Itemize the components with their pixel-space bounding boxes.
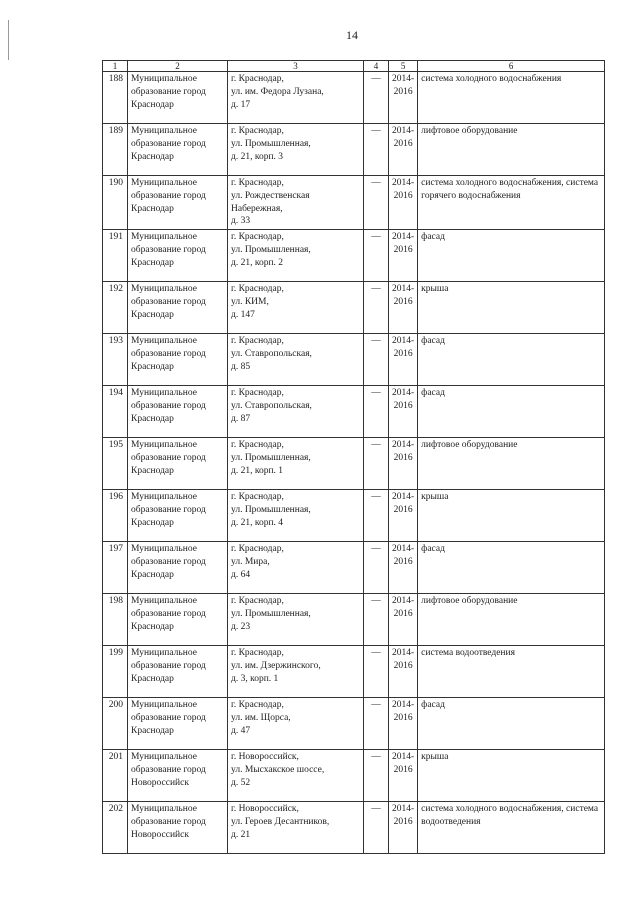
dash-cell: — <box>364 282 389 334</box>
table-body <box>103 72 605 854</box>
work-type-cell: лифтовое оборудование <box>418 438 605 490</box>
period-cell <box>389 750 418 802</box>
table-row <box>103 176 605 230</box>
address-cell <box>228 438 364 490</box>
address-cell <box>228 72 364 124</box>
table-row <box>103 124 605 176</box>
period-cell <box>389 230 418 282</box>
address-line: ул. Промышленная, <box>231 245 311 256</box>
period-line: 2014- <box>392 232 415 243</box>
period-line: 2016 <box>393 138 413 149</box>
dash-cell: — <box>364 802 389 854</box>
dash-cell: — <box>364 72 389 124</box>
address-line: д. 87 <box>231 413 251 424</box>
period-line: 2016 <box>393 297 413 308</box>
address-line: д. 21, корп. 4 <box>231 517 284 528</box>
dash-cell: — <box>364 490 389 542</box>
address-line: д. 33 <box>231 216 251 227</box>
entity-cell: Муниципальное образование город Краснодар <box>128 386 228 438</box>
period-line: 2014- <box>392 752 415 763</box>
address-cell <box>228 698 364 750</box>
period-line: 2016 <box>393 557 413 568</box>
column-header: 4 <box>364 61 389 72</box>
address-line: ул. Рождественская Набережная, <box>231 190 310 214</box>
period-line: 2014- <box>392 74 415 84</box>
address-line: д. 21, корп. 3 <box>231 151 284 162</box>
address-line: г. Краснодар, <box>231 700 284 711</box>
period-line: 2014- <box>392 492 415 503</box>
address-cell <box>228 386 364 438</box>
address-line: ул. Промышленная, <box>231 138 311 149</box>
dash-cell: — <box>364 594 389 646</box>
period-cell <box>389 386 418 438</box>
period-line: 2014- <box>392 440 415 451</box>
row-number-cell: 193 <box>103 334 128 386</box>
address-line: ул. КИМ, <box>231 297 269 308</box>
dash-cell: — <box>364 698 389 750</box>
address-line: г. Краснодар, <box>231 336 284 347</box>
work-type-cell: система холодного водоснабжения <box>418 72 605 124</box>
row-number-cell: 199 <box>103 646 128 698</box>
period-cell <box>389 176 418 230</box>
address-line: ул. им. Федора Лузана, <box>231 86 324 97</box>
work-type-cell: система водоотведения <box>418 646 605 698</box>
period-line: 2016 <box>393 661 413 672</box>
address-line: д. 64 <box>231 569 251 580</box>
address-line: г. Краснодар, <box>231 544 284 555</box>
dash-cell: — <box>364 176 389 230</box>
column-header: 2 <box>128 61 228 72</box>
period-cell <box>389 594 418 646</box>
work-type-cell: лифтовое оборудование <box>418 594 605 646</box>
work-type-cell: система холодного водоснабжения, система водоотведения <box>418 802 605 854</box>
row-number-cell: 189 <box>103 124 128 176</box>
entity-cell: Муниципальное образование город Краснодар <box>128 646 228 698</box>
work-type-cell: фасад <box>418 542 605 594</box>
period-cell <box>389 438 418 490</box>
address-cell <box>228 124 364 176</box>
entity-cell: Муниципальное образование город Краснодар <box>128 594 228 646</box>
entity-cell: Муниципальное образование город Новороссийск <box>128 750 228 802</box>
period-line: 2016 <box>393 453 413 464</box>
address-line: ул. Ставропольская, <box>231 401 312 412</box>
entity-cell: Муниципальное образование город Краснодар <box>128 438 228 490</box>
work-type-cell: фасад <box>418 386 605 438</box>
address-line: ул. Героев Десантников, <box>231 817 330 828</box>
address-line: г. Краснодар, <box>231 232 284 243</box>
address-line: ул. Промышленная, <box>231 609 311 620</box>
period-line: 2014- <box>392 596 415 607</box>
dash-cell: — <box>364 646 389 698</box>
address-line: г. Краснодар, <box>231 492 284 503</box>
address-cell <box>228 542 364 594</box>
scan-edge-mark <box>8 20 9 60</box>
row-number-cell: 191 <box>103 230 128 282</box>
entity-cell: Муниципальное образование город Краснодар <box>128 282 228 334</box>
period-cell <box>389 334 418 386</box>
row-number-cell: 200 <box>103 698 128 750</box>
dash-cell: — <box>364 542 389 594</box>
row-number-cell: 195 <box>103 438 128 490</box>
work-type-cell: крыша <box>418 750 605 802</box>
address-cell <box>228 334 364 386</box>
period-line: 2016 <box>393 817 413 828</box>
period-line: 2016 <box>393 349 413 360</box>
row-number-cell: 188 <box>103 72 128 124</box>
table-row <box>103 802 605 854</box>
period-line: 2014- <box>392 544 415 555</box>
row-number-cell: 201 <box>103 750 128 802</box>
address-cell <box>228 802 364 854</box>
period-cell <box>389 802 418 854</box>
address-line: г. Краснодар, <box>231 596 284 607</box>
period-line: 2016 <box>393 713 413 724</box>
period-cell <box>389 646 418 698</box>
period-line: 2016 <box>393 401 413 412</box>
dash-cell: — <box>364 124 389 176</box>
dash-cell: — <box>364 386 389 438</box>
work-type-cell: крыша <box>418 490 605 542</box>
entity-cell: Муниципальное образование город Краснодар <box>128 124 228 176</box>
table-row <box>103 72 605 124</box>
repair-schedule-table <box>102 60 605 854</box>
address-line: д. 17 <box>231 99 251 110</box>
address-line: г. Краснодар, <box>231 74 284 84</box>
entity-cell: Муниципальное образование город Краснодар <box>128 176 228 230</box>
period-cell <box>389 282 418 334</box>
period-line: 2016 <box>393 86 413 97</box>
entity-cell: Муниципальное образование город Краснодар <box>128 230 228 282</box>
entity-cell: Муниципальное образование город Краснодар <box>128 72 228 124</box>
address-line: д. 47 <box>231 725 251 736</box>
row-number-cell: 198 <box>103 594 128 646</box>
period-line: 2014- <box>392 648 415 659</box>
column-header: 3 <box>228 61 364 72</box>
row-number-cell: 196 <box>103 490 128 542</box>
table-row <box>103 438 605 490</box>
address-line: ул. Ставропольская, <box>231 349 312 360</box>
address-cell <box>228 282 364 334</box>
table-row <box>103 698 605 750</box>
period-line: 2014- <box>392 388 415 399</box>
address-line: г. Краснодар, <box>231 178 284 188</box>
address-cell <box>228 490 364 542</box>
row-number-cell: 194 <box>103 386 128 438</box>
column-header: 5 <box>389 61 418 72</box>
period-cell <box>389 124 418 176</box>
address-line: г. Краснодар, <box>231 648 284 659</box>
row-number-cell: 197 <box>103 542 128 594</box>
address-line: д. 21 <box>231 829 251 840</box>
period-line: 2016 <box>393 190 413 201</box>
address-line: д. 52 <box>231 777 251 788</box>
address-line: д. 21, корп. 1 <box>231 465 284 476</box>
work-type-cell: фасад <box>418 698 605 750</box>
entity-cell: Муниципальное образование город Краснодар <box>128 334 228 386</box>
address-cell <box>228 646 364 698</box>
address-line: ул. Промышленная, <box>231 453 311 464</box>
row-number-cell: 202 <box>103 802 128 854</box>
entity-cell: Муниципальное образование город Новороссийск <box>128 802 228 854</box>
table-row <box>103 750 605 802</box>
address-line: ул. им. Щорса, <box>231 713 291 724</box>
address-cell <box>228 750 364 802</box>
address-line: г. Краснодар, <box>231 126 284 136</box>
work-type-cell: система холодного водоснабжения, система горячего водоснабжения <box>418 176 605 230</box>
table-row <box>103 542 605 594</box>
entity-cell: Муниципальное образование город Краснодар <box>128 542 228 594</box>
work-type-cell: крыша <box>418 282 605 334</box>
period-line: 2014- <box>392 700 415 711</box>
work-type-cell: фасад <box>418 230 605 282</box>
address-line: г. Новороссийск, <box>231 804 299 815</box>
period-cell <box>389 72 418 124</box>
address-line: д. 85 <box>231 361 251 372</box>
entity-cell: Муниципальное образование город Краснодар <box>128 698 228 750</box>
period-cell <box>389 698 418 750</box>
address-line: д. 21, корп. 2 <box>231 257 284 268</box>
dash-cell: — <box>364 230 389 282</box>
row-number-cell: 190 <box>103 176 128 230</box>
period-cell <box>389 542 418 594</box>
dash-cell: — <box>364 438 389 490</box>
period-line: 2014- <box>392 284 415 295</box>
address-line: ул. им. Дзержинского, <box>231 661 321 672</box>
address-line: г. Новороссийск, <box>231 752 299 763</box>
address-line: ул. Мысхакское шоссе, <box>231 765 325 776</box>
dash-cell: — <box>364 334 389 386</box>
period-line: 2016 <box>393 245 413 256</box>
period-line: 2014- <box>392 126 415 136</box>
table-row <box>103 334 605 386</box>
period-line: 2016 <box>393 609 413 620</box>
table-row <box>103 386 605 438</box>
period-line: 2014- <box>392 336 415 347</box>
work-type-cell: лифтовое оборудование <box>418 124 605 176</box>
table-row <box>103 230 605 282</box>
table-row <box>103 490 605 542</box>
address-cell <box>228 594 364 646</box>
address-cell <box>228 176 364 230</box>
address-line: д. 3, корп. 1 <box>231 673 279 684</box>
period-cell <box>389 490 418 542</box>
address-line: ул. Промышленная, <box>231 505 311 516</box>
address-cell <box>228 230 364 282</box>
address-line: г. Краснодар, <box>231 388 284 399</box>
address-line: д. 23 <box>231 621 251 632</box>
entity-cell: Муниципальное образование город Краснодар <box>128 490 228 542</box>
page-number: 14 <box>346 28 358 42</box>
table-row <box>103 594 605 646</box>
address-line: ул. Мира, <box>231 557 270 568</box>
period-line: 2016 <box>393 505 413 516</box>
dash-cell: — <box>364 750 389 802</box>
column-header: 1 <box>103 61 128 72</box>
work-type-cell: фасад <box>418 334 605 386</box>
row-number-cell: 192 <box>103 282 128 334</box>
period-line: 2014- <box>392 804 415 815</box>
address-line: д. 147 <box>231 309 255 320</box>
column-header: 6 <box>418 61 605 72</box>
period-line: 2016 <box>393 765 413 776</box>
address-line: г. Краснодар, <box>231 440 284 451</box>
header-row <box>103 61 605 72</box>
table-row <box>103 282 605 334</box>
address-line: г. Краснодар, <box>231 284 284 295</box>
table-row <box>103 646 605 698</box>
period-line: 2014- <box>392 178 415 188</box>
